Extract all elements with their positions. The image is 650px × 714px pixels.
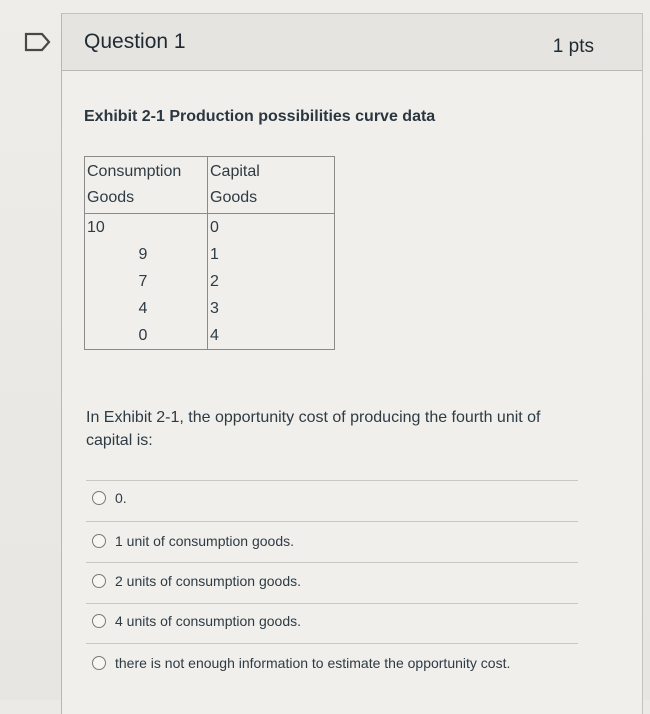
cell-capital: 0 xyxy=(210,219,219,236)
radio-unselected-icon[interactable] xyxy=(92,491,106,505)
answer-option-4[interactable] xyxy=(92,652,510,674)
answer-option-0[interactable] xyxy=(92,487,127,509)
table-row xyxy=(85,295,335,322)
question-header xyxy=(62,14,642,71)
cell-consumption: 10 xyxy=(85,214,208,242)
answer-option-3[interactable] xyxy=(92,610,301,632)
column-header-consumption: Consumption Goods xyxy=(85,157,208,214)
column-header-capital: Capital Goods xyxy=(208,157,335,214)
option-divider xyxy=(86,562,578,563)
option-divider xyxy=(86,603,578,604)
cell-consumption: 0 xyxy=(85,322,208,350)
table-row xyxy=(85,322,335,350)
radio-unselected-icon[interactable] xyxy=(92,656,106,670)
cell-capital: 4 xyxy=(210,327,219,344)
question-prompt: In Exhibit 2-1, the opportunity cost of producing the fourth unit of capital is: xyxy=(86,409,541,449)
option-divider xyxy=(86,643,578,644)
exhibit-title: Exhibit 2-1 Production possibilities curve data xyxy=(84,108,436,125)
table-row xyxy=(85,268,335,295)
option-label: 1 unit of consumption goods. xyxy=(115,533,295,549)
bookmark-flag-icon[interactable] xyxy=(24,32,52,52)
cell-capital: 1 xyxy=(210,246,219,263)
cell-consumption: 9 xyxy=(85,241,208,268)
ppc-data-table xyxy=(84,156,335,350)
cell-consumption: 7 xyxy=(85,268,208,295)
question-card xyxy=(61,13,643,714)
option-label: 0. xyxy=(115,490,127,506)
option-label: 2 units of consumption goods. xyxy=(115,573,302,589)
radio-unselected-icon[interactable] xyxy=(92,614,106,628)
answer-option-1[interactable] xyxy=(92,530,294,552)
option-divider xyxy=(86,521,578,522)
radio-unselected-icon[interactable] xyxy=(92,574,106,588)
cell-capital: 3 xyxy=(210,300,219,317)
question-title: Question 1 xyxy=(84,30,186,53)
option-label: there is not enough information to estimate the opportunity cost. xyxy=(115,655,511,671)
cell-capital: 2 xyxy=(210,273,219,290)
table-header-row xyxy=(85,157,335,214)
cell-consumption: 4 xyxy=(85,295,208,322)
table-row xyxy=(85,241,335,268)
question-points: 1 pts xyxy=(552,36,594,57)
option-divider xyxy=(86,480,578,481)
answer-option-2[interactable] xyxy=(92,570,301,592)
table-row xyxy=(85,214,335,242)
radio-unselected-icon[interactable] xyxy=(92,534,106,548)
option-label: 4 units of consumption goods. xyxy=(115,613,302,629)
